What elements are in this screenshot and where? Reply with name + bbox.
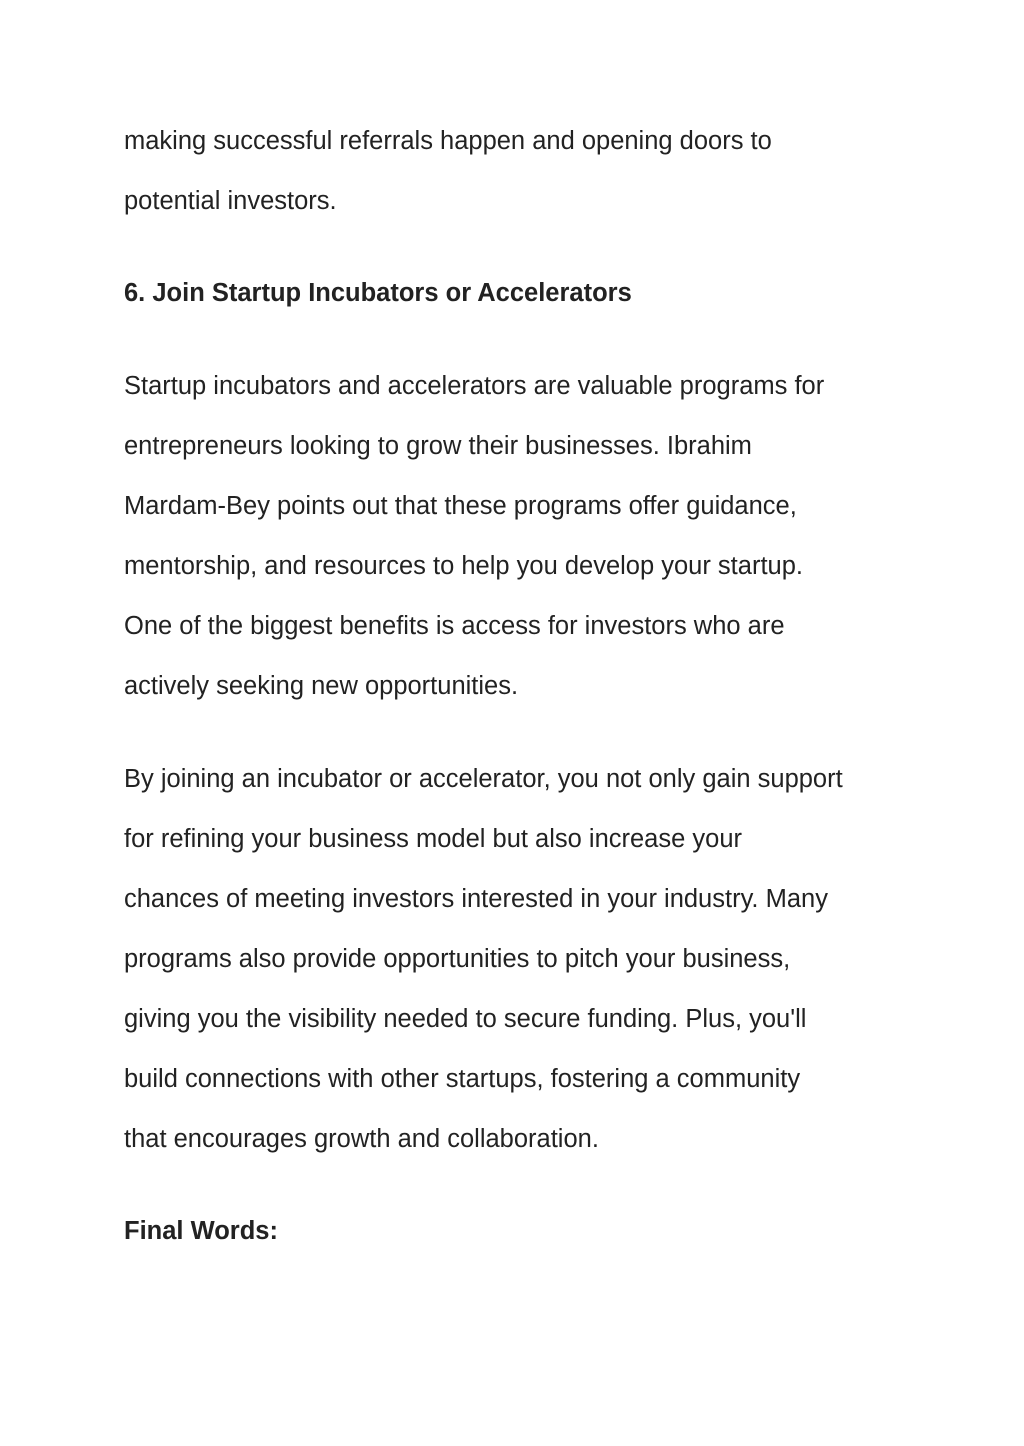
text-line: Mardam-Bey points out that these programs offer guidance, <box>124 492 797 520</box>
final-words-heading: Final Words: <box>124 1217 278 1245</box>
text-line: for refining your business model but also increase your <box>124 825 742 853</box>
text-line: Startup incubators and accelerators are valuable programs for <box>124 372 825 400</box>
text-line: build connections with other startups, fostering a community <box>124 1065 801 1093</box>
text-line: potential investors. <box>124 187 337 215</box>
text-line: making successful referrals happen and opening doors to <box>124 127 772 155</box>
text-line: mentorship, and resources to help you develop your startup. <box>124 552 803 580</box>
text-line: actively seeking new opportunities. <box>124 672 519 700</box>
text-line: chances of meeting investors interested in your industry. Many <box>124 885 828 913</box>
text-line: entrepreneurs looking to grow their businesses. Ibrahim <box>124 432 752 460</box>
text-line: One of the biggest benefits is access for investors who are <box>124 612 785 640</box>
section-heading: 6. Join Startup Incubators or Accelerators <box>124 279 632 307</box>
text-line: giving you the visibility needed to secure funding. Plus, you'll <box>124 1005 807 1033</box>
text-line: that encourages growth and collaboration. <box>124 1125 599 1153</box>
text-line: programs also provide opportunities to pitch your business, <box>124 945 791 973</box>
text-line: By joining an incubator or accelerator, you not only gain support <box>124 765 843 793</box>
